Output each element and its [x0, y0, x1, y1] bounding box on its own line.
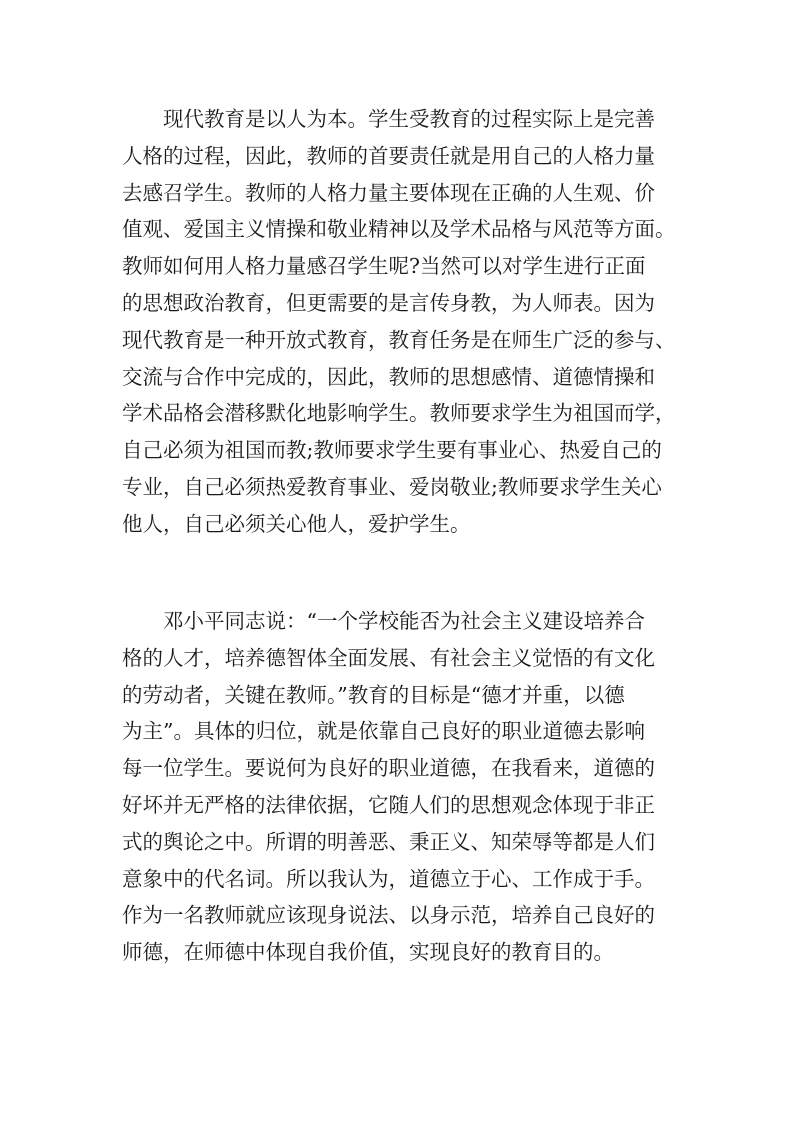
text-line: 的劳动者，关键在教师。”教育的目标是“德才并重，以德	[122, 682, 625, 707]
text-line: 交流与合作中完成的，因此，教师的思想感情、道德情操和	[122, 364, 655, 389]
text-line: 人格的过程，因此，教师的首要责任就是用自己的人格力量	[122, 143, 655, 168]
text-line: 作为一名教师就应该现身说法、以身示范，培养自己良好的	[122, 903, 655, 928]
text-line: 教师如何用人格力量感召学生呢?当然可以对学生进行正面	[122, 254, 646, 279]
text-line: 邓小平同志说：“一个学校能否为社会主义建设培养合	[163, 609, 645, 633]
paragraph-1	[122, 101, 682, 543]
text-line: 意象中的代名词。所以我认为，道德立于心、工作成于手。	[122, 866, 655, 891]
text-line: 格的人才，培养德智体全面发展、有社会主义觉悟的有文化	[122, 645, 655, 670]
text-line: 师德，在师德中体现自我价值，实现良好的教育目的。	[122, 940, 614, 965]
text-line: 的思想政治教育，但更需要的是言传身教，为人师表。因为	[122, 290, 655, 315]
text-line: 学术品格会潜移默化地影响学生。教师要求学生为祖国而学，	[122, 401, 676, 426]
text-line: 现代教育是一种开放式教育，教育任务是在师生广泛的参与、	[122, 327, 676, 352]
paragraph-2	[122, 603, 682, 971]
text-line: 每一位学生。要说何为良好的职业道德，在我看来，道德的	[122, 756, 655, 781]
text-line: 为主”。具体的归位，就是依靠自己良好的职业道德去影响	[122, 719, 645, 744]
text-line: 式的舆论之中。所谓的明善恶、秉正义、知荣辱等都是人们	[122, 829, 655, 854]
text-line: 值观、爱国主义情操和敬业精神以及学术品格与风范等方面。	[122, 217, 676, 242]
text-line: 好坏并无严格的法律依据，它随人们的思想观念体现于非正	[122, 792, 655, 817]
text-line: 他人，自己必须关心他人，爱护学生。	[122, 511, 471, 536]
text-line: 专业，自己必须热爱教育事业、爱岗敬业;教师要求学生关心	[122, 474, 662, 499]
text-line: 现代教育是以人为本。学生受教育的过程实际上是完善	[163, 107, 655, 131]
text-line: 去感召学生。教师的人格力量主要体现在正确的人生观、价	[122, 180, 655, 205]
text-line: 自己必须为祖国而教;教师要求学生要有事业心、热爱自己的	[122, 438, 662, 463]
